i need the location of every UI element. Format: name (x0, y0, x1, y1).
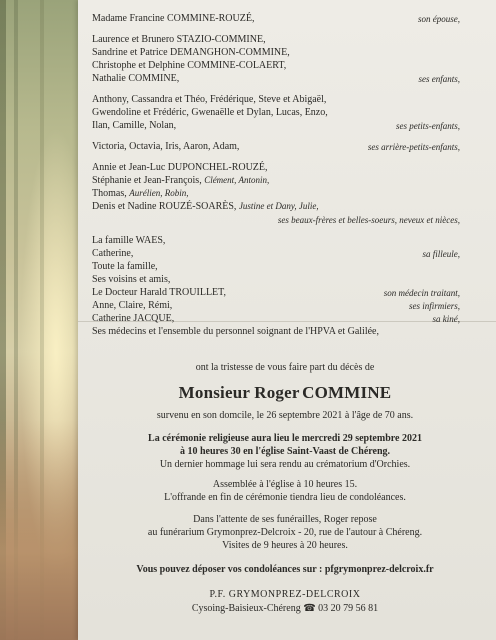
forest-path (0, 420, 80, 640)
relative-line (92, 106, 458, 119)
relative-line (92, 213, 458, 226)
relation-label: son médecin traitant, (383, 288, 460, 298)
relative-names: Ilan, Camille, Nolan, (92, 120, 177, 131)
condolences-website: Vous pouvez déposer vos condoléances sur : pfgrymonprez-delcroix.fr (136, 564, 434, 575)
relative-line (92, 247, 458, 260)
relative-names: Laurence et Brunero STAZIO-COMMINE, (92, 34, 266, 45)
relative-line (92, 119, 458, 132)
relative-names: Sandrine et Patrice DEMANGHON-COMMINE, (92, 47, 290, 58)
relative-names: Stéphanie et Jean-François, (92, 175, 202, 186)
relative-line (92, 286, 458, 299)
relative-names: Gwendoline et Frédéric, Gwenaëlle et Dylan, Lucas, Enzo, (92, 107, 328, 118)
relative-line (92, 200, 458, 213)
relation-label: ses beaux-frères et belles-soeurs, neveux et nièces, (277, 215, 460, 225)
relative-line (92, 59, 458, 72)
relative-line (92, 33, 458, 46)
assembly-line-1: Assemblée à l'église à 10 heures 15. (212, 479, 358, 490)
funeral-company-name: P.F. GRYMONPREZ-DELCROIX (209, 589, 361, 600)
relative-names: Anne, Claire, Rémi, (92, 300, 173, 311)
relative-line (92, 325, 458, 338)
relative-names: Catherine, (92, 248, 134, 259)
relative-names: Christophe et Delphine COMMINE-COLAERT, (92, 60, 287, 71)
relative-names: Thomas, (92, 188, 127, 199)
company-city: Cysoing-Baisieux-Chéreng (191, 603, 301, 614)
relative-children-names: Aurélien, Robin, (129, 188, 189, 198)
relative-line (92, 12, 458, 25)
relation-label: ses enfants, (418, 74, 460, 84)
relative-line (92, 312, 458, 325)
ceremony-line-2: à 10 heures 30 en l'église Saint-Vaast de Chéreng. (179, 446, 391, 457)
relative-names: Nathalie COMMINE, (92, 73, 180, 84)
funeral-home-line-1: Dans l'attente de ses funérailles, Roger repose (193, 514, 377, 525)
relation-label: son épouse, (418, 14, 460, 24)
relatives-group (92, 140, 458, 153)
relatives-group (92, 161, 458, 226)
relative-line (92, 299, 458, 312)
relative-names: La famille WAES, (92, 235, 166, 246)
relative-names: Anthony, Cassandra et Théo, Frédérique, Steve et Abigaël, (92, 94, 327, 105)
relation-label: ses arrière-petits-enfants, (367, 142, 460, 152)
ceremony-line-1: La cérémonie religieuse aura lieu le mercredi 29 septembre 2021 (148, 433, 422, 444)
relative-names: Madame Francine COMMINE-ROUZÉ, (92, 13, 255, 24)
funeral-home-line-2: au funérarium Grymonprez-Delcroix - 20, rue de l'autour à Chéreng. (147, 527, 423, 538)
relatives-list (92, 12, 458, 346)
funeral-company-contact (84, 602, 486, 615)
relative-line (92, 234, 458, 247)
relative-names: Ses médecins et l'ensemble du personnel soignant de l'HPVA et Galilée, (92, 326, 379, 337)
relatives-group (92, 93, 458, 132)
relative-names: Denis et Nadine ROUZÉ-SOARÈS, (92, 201, 237, 212)
relative-line (92, 260, 458, 273)
relative-names: Victoria, Octavia, Iris, Aaron, Adam, (92, 141, 240, 152)
company-phone: 03 20 79 56 81 (318, 603, 379, 614)
relative-line (92, 93, 458, 106)
relative-names: Le Docteur Harald TROUILLET, (92, 287, 227, 298)
relation-label: ses petits-enfants, (396, 121, 460, 131)
relative-names: Catherine JACQUE, (92, 313, 175, 324)
relatives-group (92, 33, 458, 85)
relatives-group (92, 12, 458, 25)
assembly-line-2: L'offrande en fin de cérémonie tiendra lieu de condoléances. (164, 492, 406, 503)
ceremony-line-3: Un dernier hommage lui sera rendu au crématorium d'Orchies. (159, 459, 411, 470)
deceased-surname: COMMINE (302, 383, 392, 402)
relative-line (92, 46, 458, 59)
relative-names: Toute la famille, (92, 261, 158, 272)
deceased-name (84, 383, 486, 406)
relative-line (92, 187, 458, 200)
relatives-group (92, 234, 458, 338)
relative-line (92, 161, 458, 174)
relative-children-names: Justine et Dany, Julie, (238, 201, 319, 211)
relative-line (92, 174, 458, 187)
relative-names: Ses voisins et amis, (92, 274, 171, 285)
relative-line (92, 140, 458, 153)
relation-label: sa kiné, (432, 314, 460, 324)
forest-path-photo (0, 0, 80, 640)
relative-children-names: Clément, Antonin, (204, 175, 270, 185)
death-details: survenu en son domcile, le 26 septembre 2021 à l'âge de 70 ans. (156, 410, 414, 421)
announcement-text: ont la tristesse de vous faire part du décès de (195, 362, 375, 373)
relative-line (92, 72, 458, 85)
relation-label: sa filleule, (422, 249, 460, 259)
relative-names: Annie et Jean-Luc DUPONCHEL-ROUZÉ, (92, 162, 268, 173)
phone-icon: ☎ (303, 603, 316, 614)
deceased-prefix: Monsieur Roger (178, 383, 300, 402)
relation-label: ses infirmiers, (408, 301, 460, 311)
funeral-home-line-3: Visites de 9 heures à 20 heures. (222, 540, 348, 551)
relative-line (92, 273, 458, 286)
